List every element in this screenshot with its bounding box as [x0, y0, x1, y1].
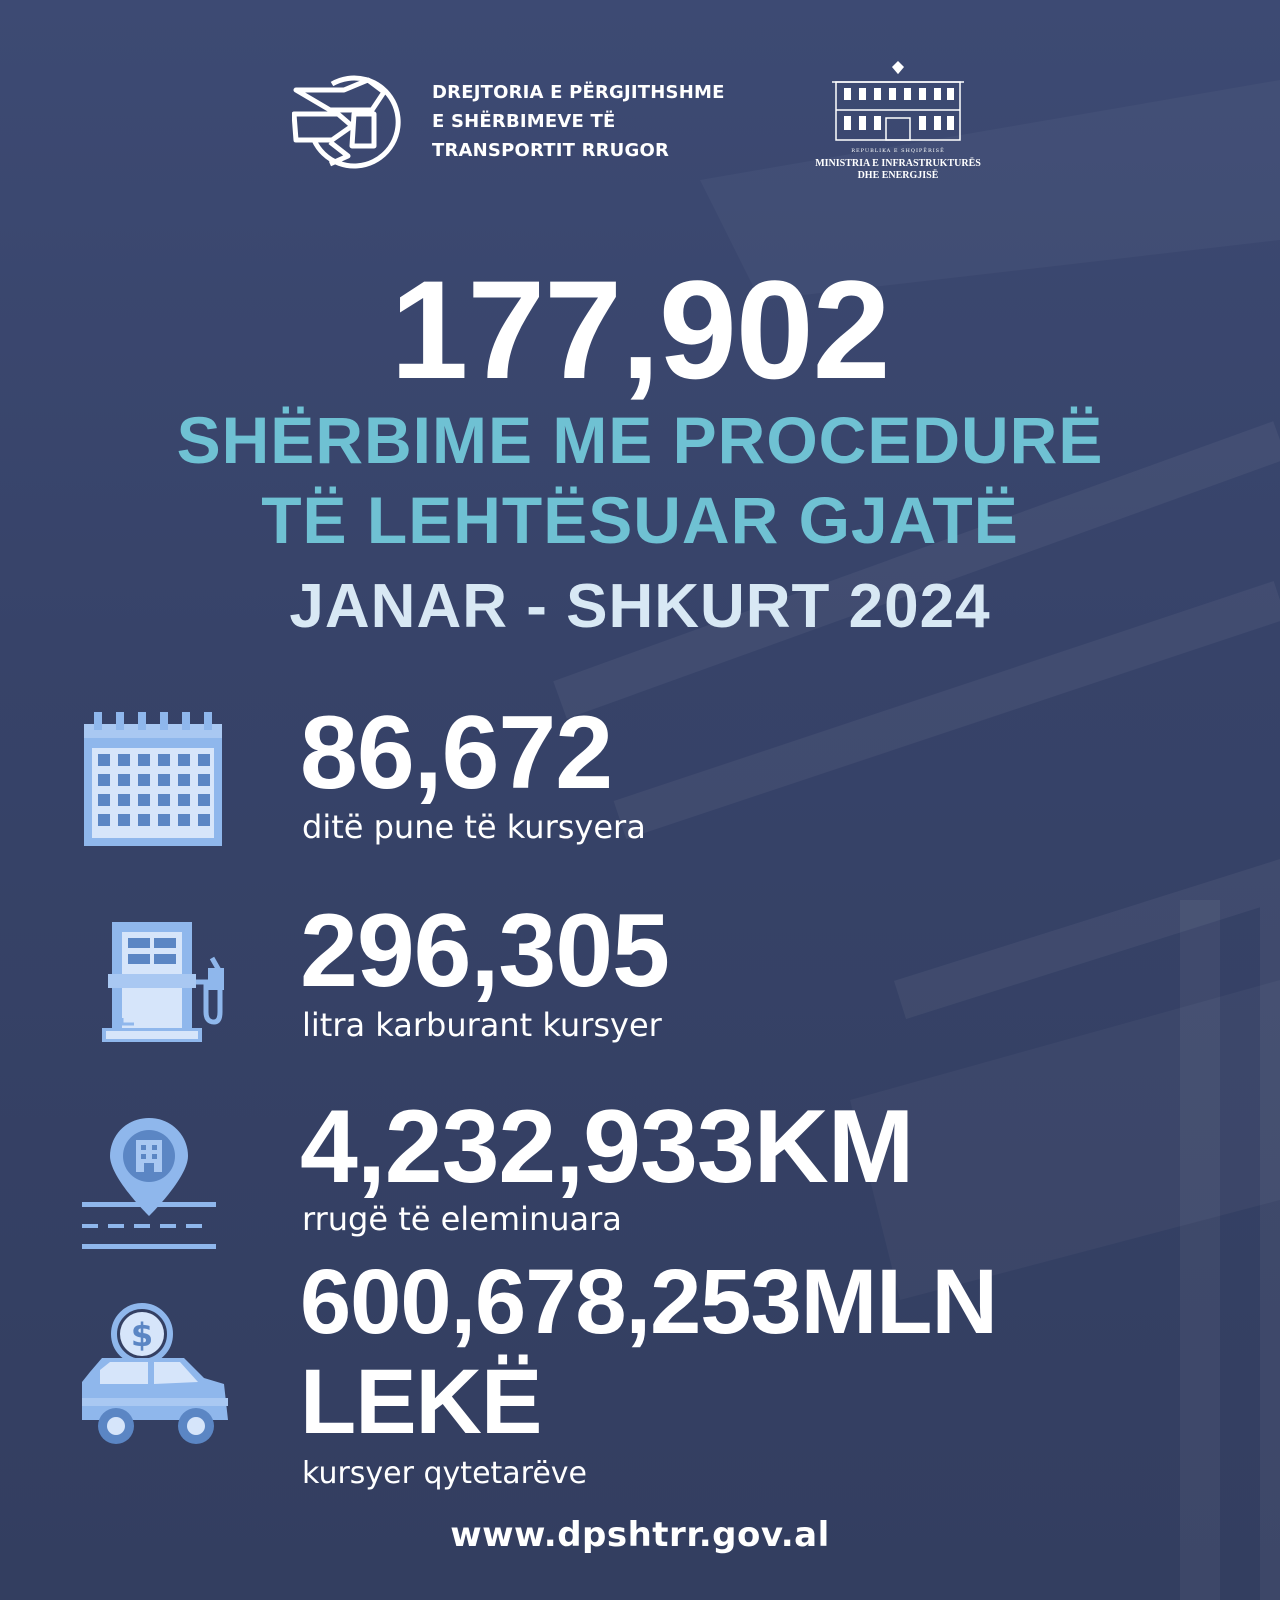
agency-name-line-1: DREJTORIA E PËRGJITHSHME [432, 82, 725, 103]
stat-fuel-value: 296,305 [300, 893, 669, 1009]
agency-name-line-2: E SHËRBIMEVE TË [432, 111, 616, 132]
stat-savings-value: 600,678,253MLN [300, 1251, 997, 1353]
ministry-country: REPUBLIKA E SHQIPËRISË [851, 148, 945, 154]
headline-period: JANAR - SHKURT 2024 [289, 572, 991, 641]
fuel-pump-icon [100, 922, 228, 1044]
ministry-name-line-2: DHE ENERGJISË [857, 170, 939, 181]
headline-line-2: TË LEHTËSUAR GJATË [261, 483, 1019, 557]
car-money-icon [80, 1302, 230, 1448]
ministry-name [800, 158, 996, 182]
stat-fuel-label: litra karburant kursyer [302, 1006, 662, 1044]
ministry-logo [800, 60, 996, 190]
stat-workdays-label: ditë pune të kursyera [302, 808, 646, 846]
stat-distance-label: rrugë të eleminuara [302, 1200, 622, 1238]
location-pin-road-icon [82, 1116, 216, 1250]
stat-workdays-value: 86,672 [300, 695, 613, 811]
stat-savings-label: kursyer qytetarëve [302, 1456, 588, 1491]
calendar-icon [82, 712, 224, 848]
agency-name-line-3: TRANSPORTIT RRUGOR [432, 140, 670, 161]
ministry-name-line-1: MINISTRIA E INFRASTRUKTURËS [815, 158, 981, 169]
total-services-number: 177,902 [390, 251, 890, 408]
agency-name [432, 78, 725, 165]
dpshtrr-logo-icon [292, 70, 404, 170]
header-logos [0, 60, 1280, 200]
stat-savings-currency: LEKË [300, 1351, 542, 1453]
stat-distance-value: 4,232,933KM [300, 1089, 914, 1205]
website-url[interactable]: www.dpshtrr.gov.al [450, 1515, 830, 1555]
svg-text:$: $ [130, 1316, 154, 1354]
headline-line-1: SHËRBIME ME PROCEDURË [176, 403, 1104, 477]
